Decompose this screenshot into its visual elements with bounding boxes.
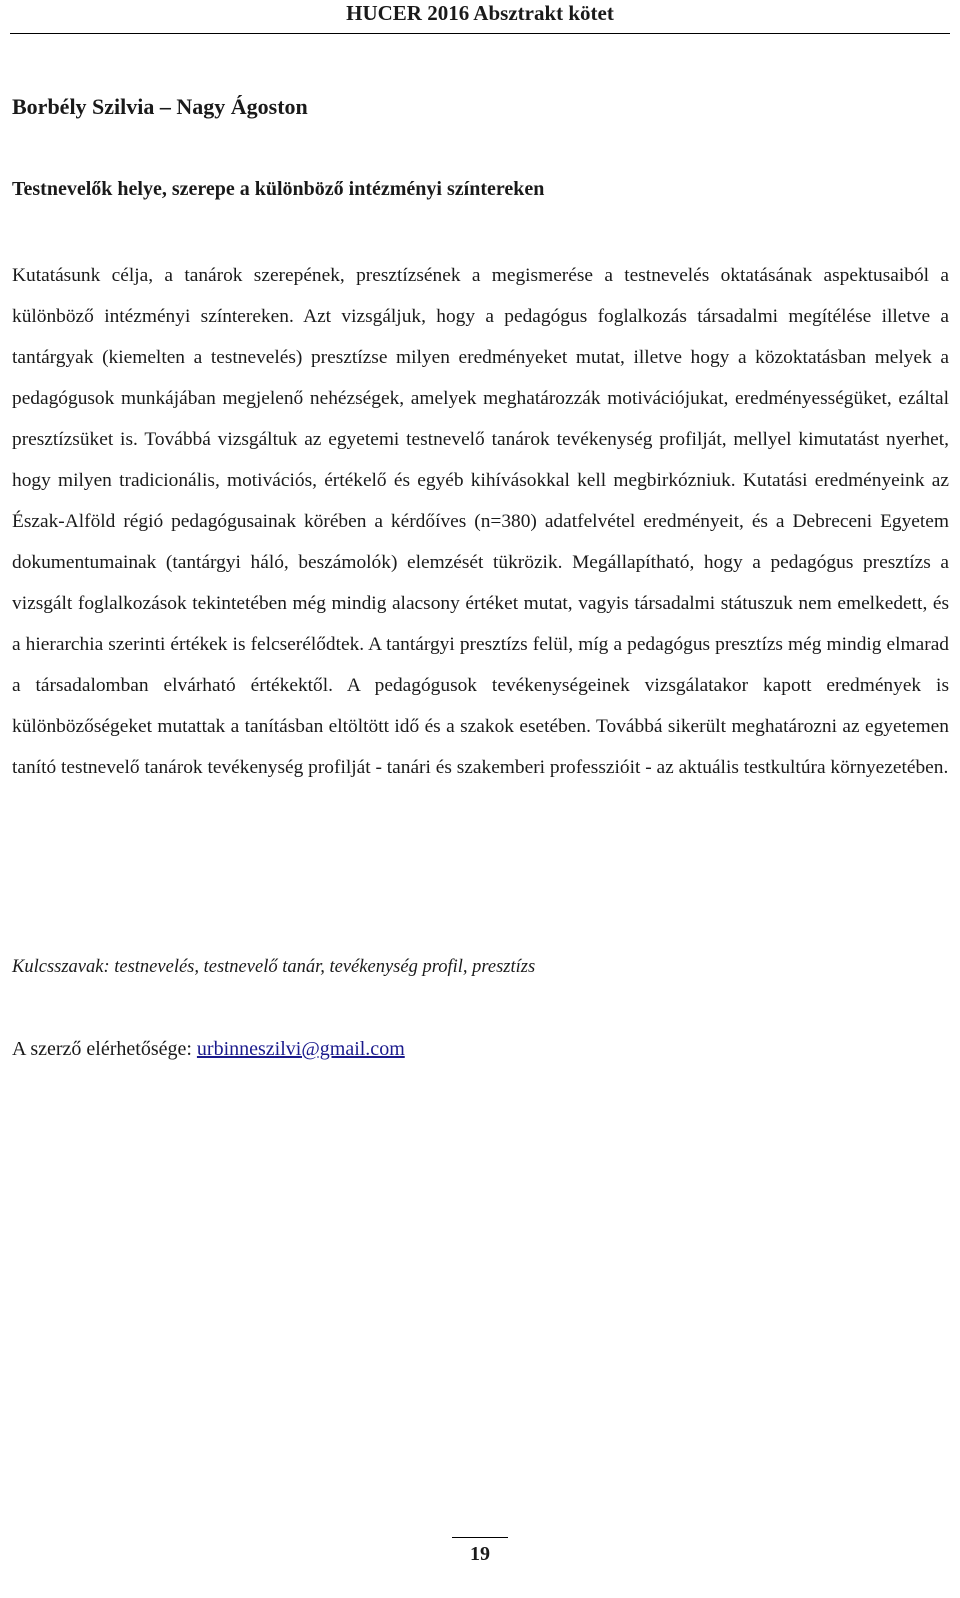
contact-email-link[interactable]: urbinneszilvi@gmail.com	[196, 1038, 405, 1060]
contact-label: A szerző elérhetősége:	[12, 1038, 197, 1060]
article-title: Testnevelők helye, szerepe a különböző intézményi színtereken	[12, 178, 545, 200]
running-header	[10, 0, 950, 34]
page-footer	[0, 1537, 960, 1576]
keywords-line: Kulcsszavak: testnevelés, testnevelő tanár, tevékenység profil, presztízs	[12, 957, 536, 977]
author-contact	[12, 1035, 405, 1063]
running-title: HUCER 2016 Absztrakt kötet	[346, 1, 614, 25]
abstract-paragraph: Kutatásunk célja, a tanárok szerepének, presztízsének a megismerése a testnevelés oktatásának aspektusaiból a különböző intézményi színtereken. Azt vizsgáljuk, hogy a pedagógus foglalkozás társadalmi megítélése illetve a tantárgyak (kiemelten a testnevelés) presztízse milyen eredményeket mutat, illetve hogy a közoktatásban melyek a pedagógusok munkájában megjelenő nehézségek, amelyek meghatározzák motivációjukat, eredményességüket, ezáltal presztízsüket is. Továbbá vizsgáltuk az egyetemi testnevelő tanárok tevékenység profilját, mellyel kimutatást nyerhet, hogy milyen tradicionális, motivációs, értékelő és egyéb kihívásokkal kell megbirkózniuk. Kutatási eredményeink az Észak-Alföld régió pedagógusainak körében a kérdőíves (n=380) adatfelvétel eredményeit, és a Debreceni Egyetem dokumentumainak (tantárgyi háló, beszámolók) elemzését tükrözik. Megállapítható, hogy a pedagógus presztízs a vizsgált foglalkozások tekintetében még mindig alacsony értéket mutat, vagyis társadalmi státuszuk nem emelkedett, és a hierarchia szerinti értékek is felcserélődtek. A tantárgyi presztízs felül, míg a pedagógus presztízs még mindig elmarad a társadalomban elvárható értékektől. A pedagógusok tevékenységeinek vizsgálatakor kapott eredmények is különbözőségeket mutattak a tanításban eltöltött idő és a szakok esetében. Továbbá sikerült meghatározni az egyetemen tanító testnevelő tanárok tevékenység profilját - tanári és szakemberi professzióit - az aktuális testkultúra környezetében.	[12, 265, 949, 778]
article-authors: Borbély Szilvia – Nagy Ágoston	[12, 94, 308, 119]
page-number: 19	[452, 1537, 508, 1576]
